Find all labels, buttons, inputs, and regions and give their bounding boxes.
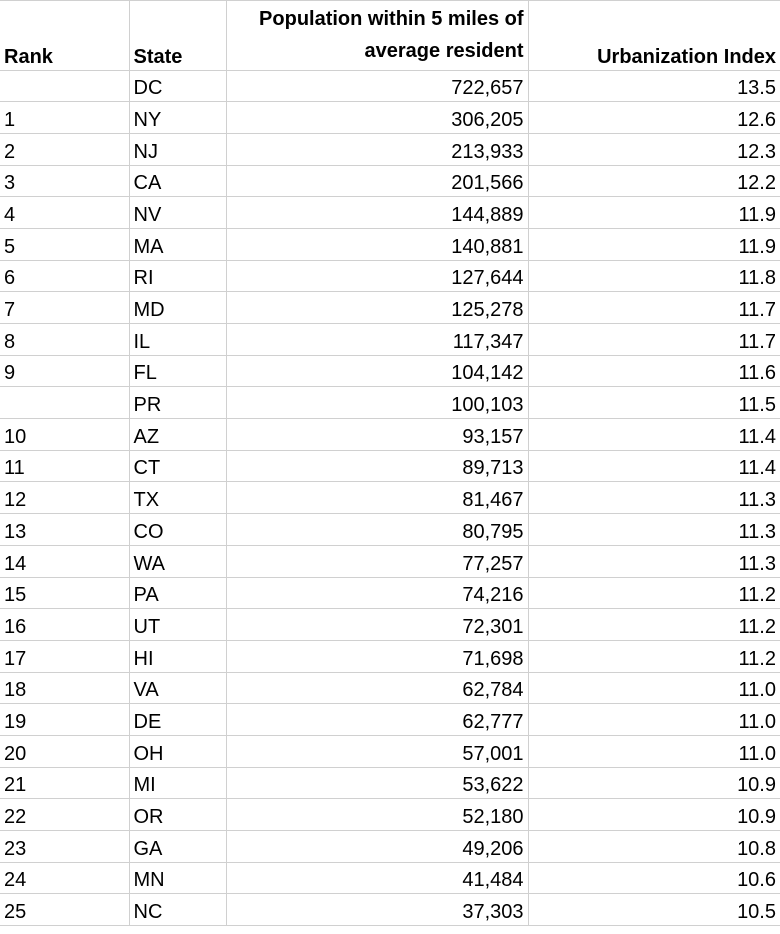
table-row [0,228,780,260]
population-cell[interactable]: 306,205 [226,102,528,134]
table-row [0,894,780,926]
population-cell[interactable]: 52,180 [226,799,528,831]
index-cell[interactable]: 11.3 [528,514,780,546]
rank-cell[interactable]: 6 [0,260,129,292]
index-cell[interactable]: 10.8 [528,831,780,863]
rank-cell[interactable]: 9 [0,355,129,387]
column-header-state[interactable]: State [129,1,226,70]
column-header-index[interactable]: Urbanization Index [528,1,780,70]
rank-cell[interactable]: 4 [0,197,129,229]
population-cell[interactable]: 53,622 [226,767,528,799]
table-row [0,70,780,102]
population-cell[interactable]: 104,142 [226,355,528,387]
rank-cell[interactable]: 24 [0,862,129,894]
index-cell[interactable]: 11.6 [528,355,780,387]
index-cell[interactable]: 11.0 [528,735,780,767]
state-cell[interactable]: UT [129,609,226,641]
population-header-line1: Population within 5 miles of [259,7,524,30]
state-cell[interactable]: WA [129,545,226,577]
index-cell[interactable]: 11.3 [528,545,780,577]
population-cell[interactable]: 74,216 [226,577,528,609]
rank-cell[interactable]: 10 [0,419,129,451]
index-cell[interactable]: 11.7 [528,324,780,356]
table-row [0,799,780,831]
table-row [0,165,780,197]
state-cell[interactable]: PR [129,387,226,419]
population-cell[interactable]: 125,278 [226,292,528,324]
index-cell[interactable]: 10.9 [528,767,780,799]
population-cell[interactable]: 144,889 [226,197,528,229]
rank-cell[interactable]: 7 [0,292,129,324]
table-row [0,387,780,419]
state-cell[interactable]: RI [129,260,226,292]
state-cell[interactable]: AZ [129,419,226,451]
index-cell[interactable]: 12.6 [528,102,780,134]
population-cell[interactable]: 37,303 [226,894,528,926]
table-row [0,482,780,514]
table-row [0,704,780,736]
table-row [0,133,780,165]
rank-cell[interactable]: 18 [0,672,129,704]
table-row [0,609,780,641]
rank-cell[interactable]: 19 [0,704,129,736]
rank-cell[interactable] [0,387,129,419]
rank-cell[interactable]: 14 [0,545,129,577]
state-cell[interactable]: NY [129,102,226,134]
rank-cell[interactable]: 21 [0,767,129,799]
index-cell[interactable]: 11.5 [528,387,780,419]
population-cell[interactable]: 62,784 [226,672,528,704]
state-cell[interactable]: MD [129,292,226,324]
state-cell[interactable]: NC [129,894,226,926]
index-cell[interactable]: 11.2 [528,609,780,641]
index-cell[interactable]: 11.7 [528,292,780,324]
index-cell[interactable]: 11.4 [528,419,780,451]
index-cell[interactable]: 11.0 [528,704,780,736]
population-cell[interactable]: 41,484 [226,862,528,894]
table-row [0,735,780,767]
table-row [0,260,780,292]
state-cell[interactable]: NV [129,197,226,229]
rank-cell[interactable]: 2 [0,133,129,165]
column-header-rank[interactable]: Rank [0,1,129,70]
state-cell[interactable]: MA [129,228,226,260]
table-row [0,862,780,894]
table-row [0,640,780,672]
table-row [0,831,780,863]
table-row [0,419,780,451]
rank-cell[interactable]: 8 [0,324,129,356]
population-header-line2: average resident [364,39,524,62]
index-cell[interactable]: 11.4 [528,450,780,482]
state-cell[interactable]: DE [129,704,226,736]
state-cell[interactable]: OH [129,735,226,767]
state-cell[interactable]: GA [129,831,226,863]
table-row [0,450,780,482]
index-cell[interactable]: 10.5 [528,894,780,926]
index-cell[interactable]: 11.2 [528,577,780,609]
rank-cell[interactable]: 17 [0,640,129,672]
rank-cell[interactable]: 22 [0,799,129,831]
rank-cell[interactable]: 12 [0,482,129,514]
rank-cell[interactable] [0,70,129,102]
state-cell[interactable]: MN [129,862,226,894]
table-row [0,292,780,324]
index-cell[interactable]: 11.3 [528,482,780,514]
population-cell[interactable]: 117,347 [226,324,528,356]
index-cell[interactable]: 11.2 [528,640,780,672]
population-cell[interactable]: 89,713 [226,450,528,482]
rank-cell[interactable]: 15 [0,577,129,609]
state-cell[interactable]: IL [129,324,226,356]
population-cell[interactable]: 127,644 [226,260,528,292]
population-cell[interactable]: 80,795 [226,514,528,546]
table-row [0,577,780,609]
rank-cell[interactable]: 5 [0,228,129,260]
state-cell[interactable]: NJ [129,133,226,165]
table-row [0,324,780,356]
population-cell[interactable]: 100,103 [226,387,528,419]
table-row [0,197,780,229]
table-row [0,672,780,704]
column-header-population[interactable] [226,1,528,70]
state-cell[interactable]: HI [129,640,226,672]
population-cell[interactable]: 77,257 [226,545,528,577]
population-cell[interactable]: 81,467 [226,482,528,514]
index-cell[interactable]: 10.6 [528,862,780,894]
rank-cell[interactable]: 20 [0,735,129,767]
state-cell[interactable]: VA [129,672,226,704]
index-cell[interactable]: 12.2 [528,165,780,197]
rank-cell[interactable]: 23 [0,831,129,863]
state-cell[interactable]: OR [129,799,226,831]
table-row [0,514,780,546]
rank-cell[interactable]: 1 [0,102,129,134]
index-cell[interactable]: 10.9 [528,799,780,831]
population-cell[interactable]: 93,157 [226,419,528,451]
state-cell[interactable]: PA [129,577,226,609]
population-cell[interactable]: 140,881 [226,228,528,260]
rank-cell[interactable]: 3 [0,165,129,197]
table-row [0,767,780,799]
state-cell[interactable]: MI [129,767,226,799]
index-cell[interactable]: 13.5 [528,70,780,102]
index-cell[interactable]: 11.9 [528,197,780,229]
table-row [0,355,780,387]
index-cell[interactable]: 11.9 [528,228,780,260]
population-cell[interactable]: 72,301 [226,609,528,641]
rank-cell[interactable]: 16 [0,609,129,641]
state-cell[interactable]: CO [129,514,226,546]
population-cell[interactable]: 213,933 [226,133,528,165]
table-row [0,545,780,577]
population-cell[interactable]: 62,777 [226,704,528,736]
population-cell[interactable]: 201,566 [226,165,528,197]
population-cell[interactable]: 49,206 [226,831,528,863]
data-table [0,1,780,926]
index-cell[interactable]: 11.8 [528,260,780,292]
index-cell[interactable]: 11.0 [528,672,780,704]
state-cell[interactable]: FL [129,355,226,387]
rank-cell[interactable]: 11 [0,450,129,482]
header-row [0,1,780,70]
state-cell[interactable]: TX [129,482,226,514]
state-cell[interactable]: CT [129,450,226,482]
population-cell[interactable]: 71,698 [226,640,528,672]
state-cell[interactable]: DC [129,70,226,102]
rank-cell[interactable]: 25 [0,894,129,926]
population-cell[interactable]: 57,001 [226,735,528,767]
population-cell[interactable]: 722,657 [226,70,528,102]
rank-cell[interactable]: 13 [0,514,129,546]
state-cell[interactable]: CA [129,165,226,197]
table-row [0,102,780,134]
table-body [0,70,780,926]
index-cell[interactable]: 12.3 [528,133,780,165]
